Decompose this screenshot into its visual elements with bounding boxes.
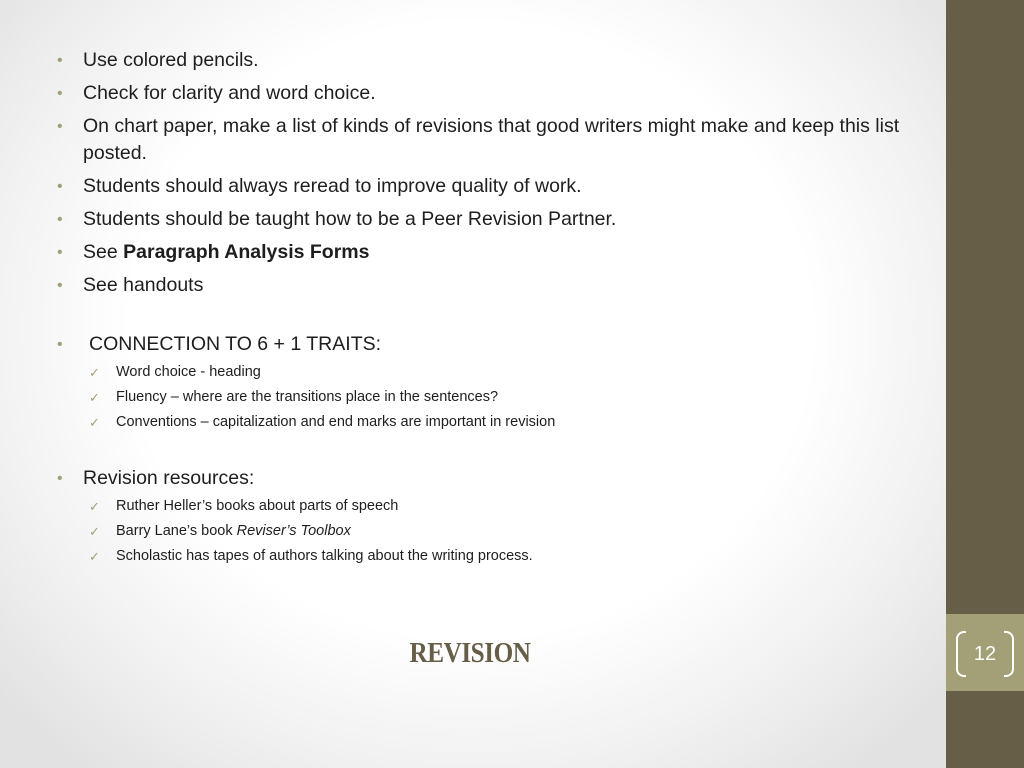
traits-heading: CONNECTION TO 6 + 1 TRAITS: <box>89 333 382 355</box>
resources-item-text: Ruther Heller’s books about parts of speech <box>116 498 399 514</box>
bullet-item <box>57 272 907 299</box>
page-number: 12 <box>973 643 997 665</box>
traits-section <box>57 331 907 433</box>
bullet-text: Students should always reread to improve quality of work. <box>83 175 582 197</box>
bullet-text: See handouts <box>83 274 204 296</box>
bullet-dot-icon: • <box>57 470 63 487</box>
bullet-dot-icon: • <box>57 118 63 135</box>
bullet-text: Students should be taught how to be a Peer Revision Partner. <box>83 208 617 230</box>
paragraph-analysis-forms-ref: Paragraph Analysis Forms <box>123 241 370 263</box>
checkmark-icon: ✓ <box>89 499 100 514</box>
traits-item <box>83 412 907 433</box>
bullet-item <box>57 239 907 266</box>
bullet-item <box>57 113 907 167</box>
bullet-dot-icon: • <box>57 52 63 69</box>
checkmark-icon: ✓ <box>89 390 100 405</box>
bullet-dot-icon: • <box>57 178 63 195</box>
checkmark-icon: ✓ <box>89 415 100 430</box>
resources-item <box>83 521 907 542</box>
resources-item <box>83 496 907 517</box>
bullet-text-prefix: See <box>83 241 124 263</box>
resources-item <box>83 546 907 567</box>
checkmark-icon: ✓ <box>89 524 100 539</box>
traits-item-text: Word choice - heading <box>116 364 261 380</box>
resources-section <box>57 465 907 567</box>
bullet-item <box>57 47 907 74</box>
bullet-dot-icon: • <box>57 211 63 228</box>
traits-item-text: Conventions – capitalization and end marks are important in revision <box>116 414 556 430</box>
resources-item-prefix: Barry Lane’s book <box>116 523 237 539</box>
page-number-box <box>946 614 1024 691</box>
bullet-text: Check for clarity and word choice. <box>83 82 376 104</box>
traits-item <box>83 387 907 408</box>
traits-item-text: Fluency – where are the transitions place in the sentences? <box>116 389 499 405</box>
bullet-dot-icon: • <box>57 85 63 102</box>
page-number-bracket-icon <box>956 631 1014 675</box>
bullet-item <box>57 173 907 200</box>
resources-heading: Revision resources: <box>83 467 255 489</box>
bullet-item <box>57 80 907 107</box>
book-title: Reviser’s Toolbox <box>236 523 351 539</box>
bullet-text: Use colored pencils. <box>83 49 259 71</box>
slide-title: REVISION <box>409 638 531 669</box>
resources-list <box>83 496 907 567</box>
bullet-dot-icon: • <box>57 244 63 261</box>
checkmark-icon: ✓ <box>89 549 100 564</box>
bullet-dot-icon: • <box>57 277 63 294</box>
bullet-text: On chart paper, make a list of kinds of revisions that good writers might make and keep this list posted. <box>83 115 900 164</box>
traits-list <box>83 362 907 433</box>
resources-item-text: Scholastic has tapes of authors talking about the writing process. <box>116 548 533 564</box>
traits-item <box>83 362 907 383</box>
bullet-item <box>57 206 907 233</box>
bullet-list <box>57 47 907 573</box>
checkmark-icon: ✓ <box>89 365 100 380</box>
bullet-dot-icon: • <box>57 336 63 353</box>
